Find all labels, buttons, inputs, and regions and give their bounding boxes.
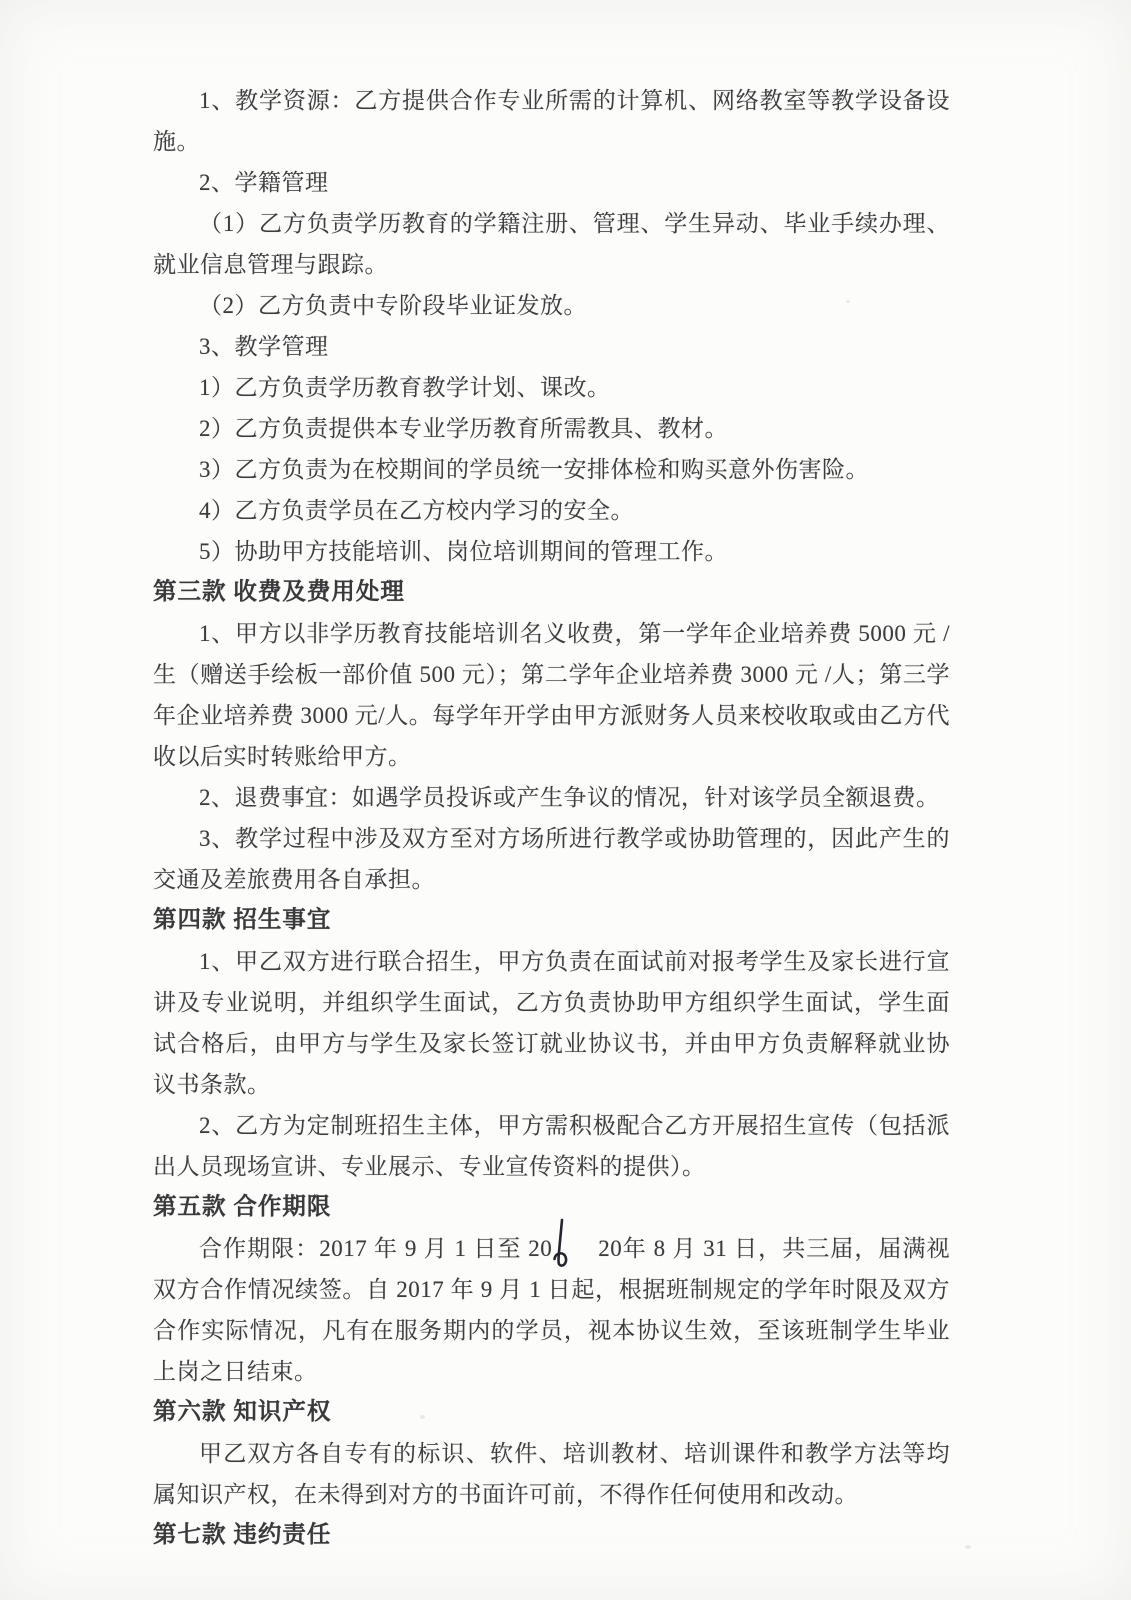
section-heading-clause-5: 第五款 合作期限 [153, 1194, 332, 1220]
corrected-year-digits [552, 1228, 622, 1269]
contract-paragraph: 5）协助甲方技能培训、岗位培训期间的管理工作。 [199, 539, 728, 564]
section-heading-clause-3: 第三款 收费及费用处理 [153, 579, 405, 605]
contract-paragraph: 1、教学资源：乙方提供合作专业所需的计算机、网络教室等教学设备设施。 [153, 88, 950, 154]
scan-speck [965, 1545, 971, 1549]
contract-paragraph: 3）乙方负责为在校期间的学员统一安排体检和购买意外伤害险。 [199, 457, 869, 482]
paragraph-text-segment: 20 [598, 1236, 623, 1261]
paragraph-text-segment: 合作期限：2017 年 9 月 1 日至 20 [199, 1236, 553, 1261]
contract-paragraph: 2、乙方为定制班招生主体，甲方需积极配合乙方开展招生宣传（包括派出人员现场宣讲、专业展示、专业宣传资料的提供）。 [153, 1113, 950, 1179]
section-heading-clause-6: 第六款 知识产权 [153, 1399, 332, 1425]
paragraph-text-segment: 年 8 月 31 日，共三届，届满视双方合作情况续签。自 2017 年 9 月 1 日起，根据班制规定的学年时限及双方合作实际情况，凡有在服务期内的学员，视本协议生效，至该班制学生毕业上岗之日结束。 [153, 1236, 951, 1384]
contract-paragraph: （2）乙方负责中专阶段毕业证发放。 [199, 293, 587, 318]
contract-paragraph: 1、甲方以非学历教育技能培训名义收费，第一学年企业培养费 5000 元 /生（赠送手绘板一部价值 500 元）；第二学年企业培养费 3000 元 /人；第三学年企业培养费 3000 元/人。每学年开学由甲方派财务人员来校收取或由乙方代收以后实时转账给甲方。 [153, 621, 950, 769]
contract-paragraph: 1）乙方负责学历教育教学计划、课改。 [199, 375, 611, 400]
section-heading-clause-4: 第四款 招生事宜 [153, 907, 332, 933]
contract-paragraph: （1）乙方负责学历教育的学籍注册、管理、学生异动、毕业手续办理、就业信息管理与跟踪。 [153, 211, 950, 277]
contract-paragraph: 2）乙方负责提供本专业学历教育所需教具、教材。 [199, 416, 728, 441]
contract-paragraph: 1、甲乙双方进行联合招生，甲方负责在面试前对报考学生及家长进行宣讲及专业说明，并组织学生面试，乙方负责协助甲方组织学生面试，学生面试合格后，由甲方与学生及家长签订就业协议书，并由甲方负责解释就业协议书条款。 [153, 949, 950, 1097]
contract-paragraph: 3、教学过程中涉及双方至对方场所进行教学或协助管理的，因此产生的交通及差旅费用各自承担。 [153, 826, 950, 892]
contract-paragraph: 4）乙方负责学员在乙方校内学习的安全。 [199, 498, 634, 523]
contract-body [153, 80, 950, 1556]
section-heading-clause-7: 第七款 违约责任 [153, 1522, 332, 1548]
contract-paragraph-with-ink-correction [153, 1228, 950, 1392]
contract-paragraph: 2、退费事宜：如遇学员投诉或产生争议的情况，针对该学员全额退费。 [199, 785, 940, 810]
contract-paragraph: 甲乙双方各自专有的标识、软件、培训教材、培训课件和教学方法等均属知识产权，在未得到对方的书面许可前，不得作任何使用和改动。 [153, 1441, 950, 1507]
contract-paragraph: 2、学籍管理 [199, 170, 329, 195]
contract-paragraph: 3、教学管理 [199, 334, 329, 359]
